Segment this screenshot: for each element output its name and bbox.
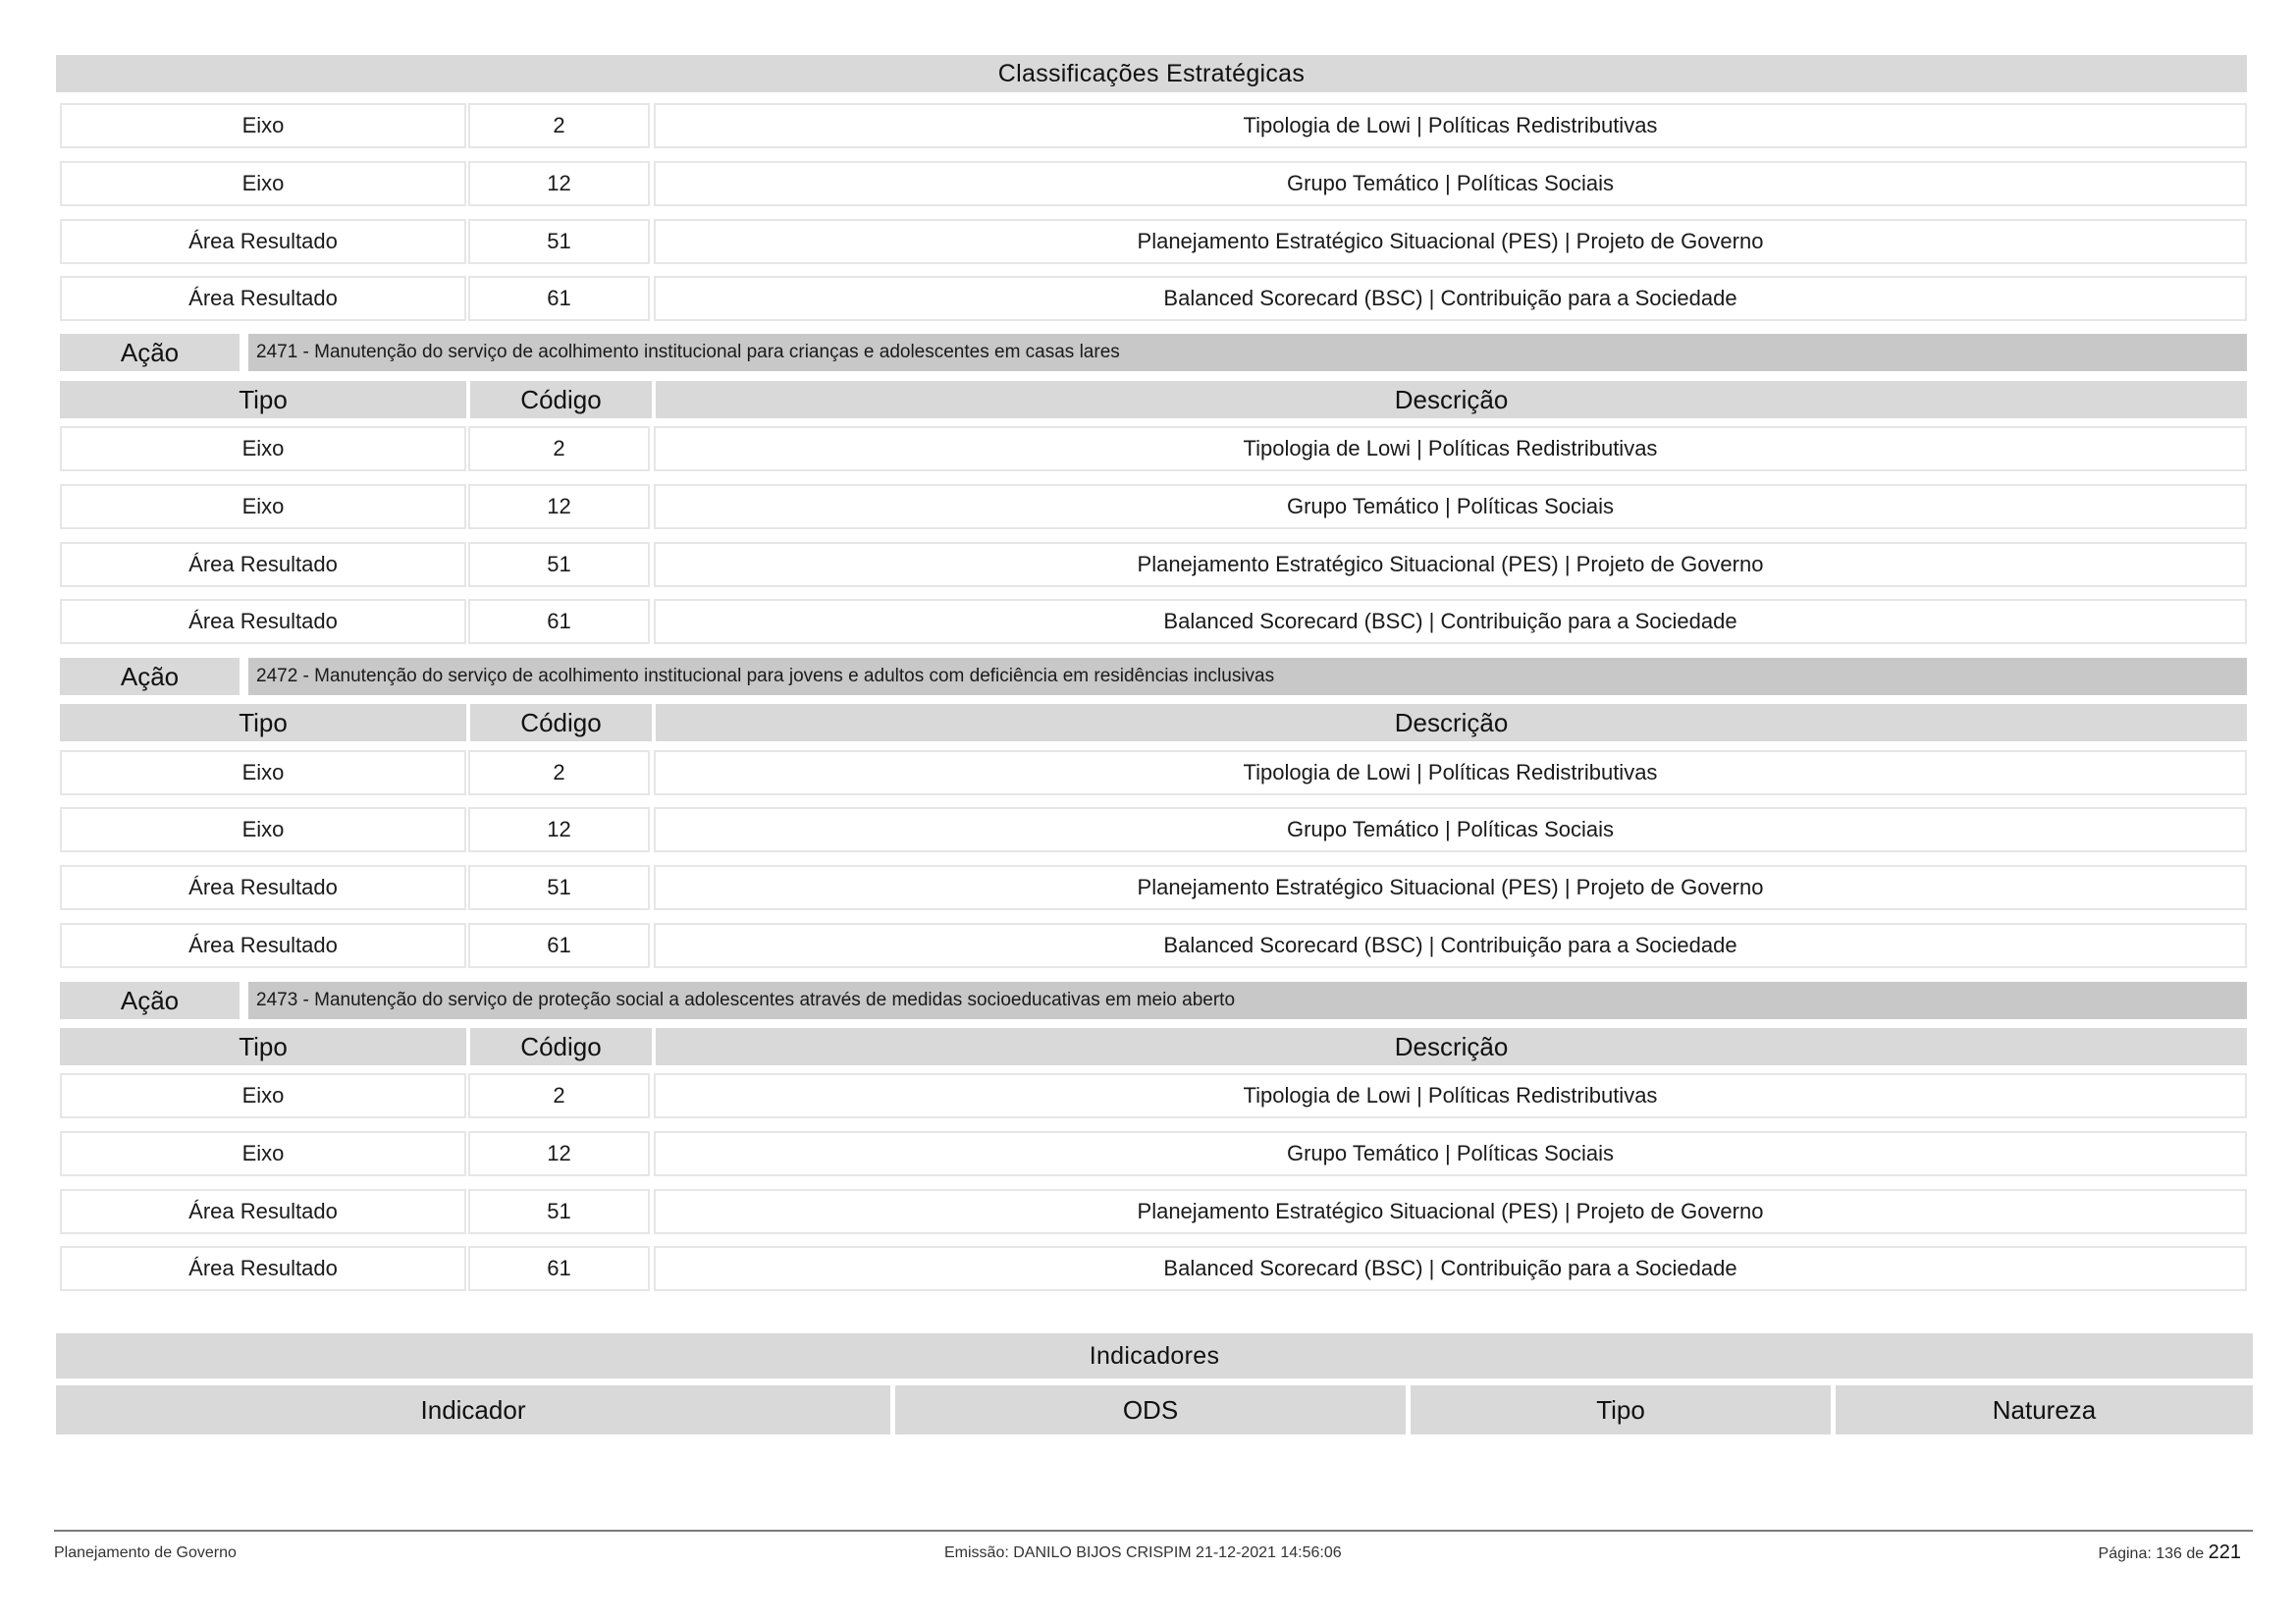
- cell-codigo: 2: [468, 426, 650, 471]
- footer-divider: [54, 1530, 2253, 1532]
- cell-descricao: Tipologia de Lowi | Políticas Redistributivas: [654, 426, 2247, 471]
- cell-descricao: Balanced Scorecard (BSC) | Contribuição para a Sociedade: [654, 923, 2247, 968]
- cell-tipo: Área Resultado: [60, 1246, 466, 1291]
- section-title-indicadores: Indicadores: [56, 1333, 2253, 1379]
- cell-codigo: 51: [468, 865, 650, 910]
- cell-codigo: 12: [468, 1131, 650, 1176]
- cell-codigo: 12: [468, 161, 650, 206]
- header-codigo: Código: [470, 704, 652, 741]
- cell-tipo: Área Resultado: [60, 923, 466, 968]
- cell-codigo: 61: [468, 923, 650, 968]
- footer-left-text: Planejamento de Governo: [54, 1544, 237, 1561]
- header-codigo: Código: [470, 1028, 652, 1065]
- cell-descricao: Tipologia de Lowi | Políticas Redistributivas: [654, 750, 2247, 795]
- footer-page-number: [2099, 1542, 2241, 1564]
- acao-title: 2472 - Manutenção do serviço de acolhimento institucional para jovens e adultos com deficiência em residências inclusivas: [248, 658, 2247, 695]
- cell-tipo: Área Resultado: [60, 1189, 466, 1234]
- header-codigo: Código: [470, 381, 652, 418]
- cell-codigo: 51: [468, 542, 650, 587]
- cell-tipo: Área Resultado: [60, 865, 466, 910]
- cell-descricao: Planejamento Estratégico Situacional (PES) | Projeto de Governo: [654, 1189, 2247, 1234]
- cell-tipo: Eixo: [60, 103, 466, 148]
- cell-codigo: 12: [468, 807, 650, 852]
- cell-tipo: Eixo: [60, 161, 466, 206]
- cell-descricao: Balanced Scorecard (BSC) | Contribuição para a Sociedade: [654, 599, 2247, 644]
- header-tipo: Tipo: [1411, 1385, 1831, 1434]
- header-descricao: Descrição: [656, 704, 2247, 741]
- cell-codigo: 61: [468, 276, 650, 321]
- cell-descricao: Grupo Temático | Políticas Sociais: [654, 161, 2247, 206]
- cell-descricao: Grupo Temático | Políticas Sociais: [654, 807, 2247, 852]
- cell-descricao: Tipologia de Lowi | Políticas Redistributivas: [654, 1073, 2247, 1118]
- cell-tipo: Eixo: [60, 750, 466, 795]
- cell-codigo: 51: [468, 219, 650, 264]
- header-descricao: Descrição: [656, 1028, 2247, 1065]
- cell-tipo: Área Resultado: [60, 276, 466, 321]
- acao-label: Ação: [60, 334, 240, 371]
- acao-label: Ação: [60, 982, 240, 1019]
- cell-tipo: Eixo: [60, 426, 466, 471]
- acao-label: Ação: [60, 658, 240, 695]
- header-indicador: Indicador: [56, 1385, 890, 1434]
- cell-codigo: 2: [468, 1073, 650, 1118]
- header-ods: ODS: [895, 1385, 1406, 1434]
- cell-tipo: Eixo: [60, 807, 466, 852]
- cell-descricao: Planejamento Estratégico Situacional (PES) | Projeto de Governo: [654, 219, 2247, 264]
- header-natureza: Natureza: [1836, 1385, 2253, 1434]
- header-tipo: Tipo: [60, 1028, 466, 1065]
- cell-tipo: Eixo: [60, 484, 466, 529]
- cell-descricao: Balanced Scorecard (BSC) | Contribuição para a Sociedade: [654, 276, 2247, 321]
- header-tipo: Tipo: [60, 704, 466, 741]
- page-prefix: Página: 136 de: [2098, 1545, 2205, 1562]
- cell-descricao: Grupo Temático | Políticas Sociais: [654, 1131, 2247, 1176]
- cell-descricao: Tipologia de Lowi | Políticas Redistributivas: [654, 103, 2247, 148]
- cell-codigo: 61: [468, 1246, 650, 1291]
- cell-codigo: 61: [468, 599, 650, 644]
- footer-emission-text: Emissão: DANILO BIJOS CRISPIM 21-12-2021 14:56:06: [944, 1544, 1342, 1561]
- header-descricao: Descrição: [656, 381, 2247, 418]
- cell-codigo: 12: [468, 484, 650, 529]
- cell-descricao: Planejamento Estratégico Situacional (PES) | Projeto de Governo: [654, 865, 2247, 910]
- acao-title: 2471 - Manutenção do serviço de acolhimento institucional para crianças e adolescentes em casas lares: [248, 334, 2247, 371]
- cell-tipo: Área Resultado: [60, 219, 466, 264]
- cell-tipo: Eixo: [60, 1073, 466, 1118]
- header-tipo: Tipo: [60, 381, 466, 418]
- cell-descricao: Planejamento Estratégico Situacional (PES) | Projeto de Governo: [654, 542, 2247, 587]
- section-title-classificacoes: Classificações Estratégicas: [56, 55, 2247, 92]
- cell-codigo: 2: [468, 103, 650, 148]
- page-total: 221: [2208, 1542, 2241, 1563]
- cell-tipo: Área Resultado: [60, 542, 466, 587]
- cell-codigo: 51: [468, 1189, 650, 1234]
- cell-codigo: 2: [468, 750, 650, 795]
- cell-descricao: Balanced Scorecard (BSC) | Contribuição para a Sociedade: [654, 1246, 2247, 1291]
- cell-tipo: Eixo: [60, 1131, 466, 1176]
- acao-title: 2473 - Manutenção do serviço de proteção social a adolescentes através de medidas socioeducativas em meio aberto: [248, 982, 2247, 1019]
- cell-descricao: Grupo Temático | Políticas Sociais: [654, 484, 2247, 529]
- cell-tipo: Área Resultado: [60, 599, 466, 644]
